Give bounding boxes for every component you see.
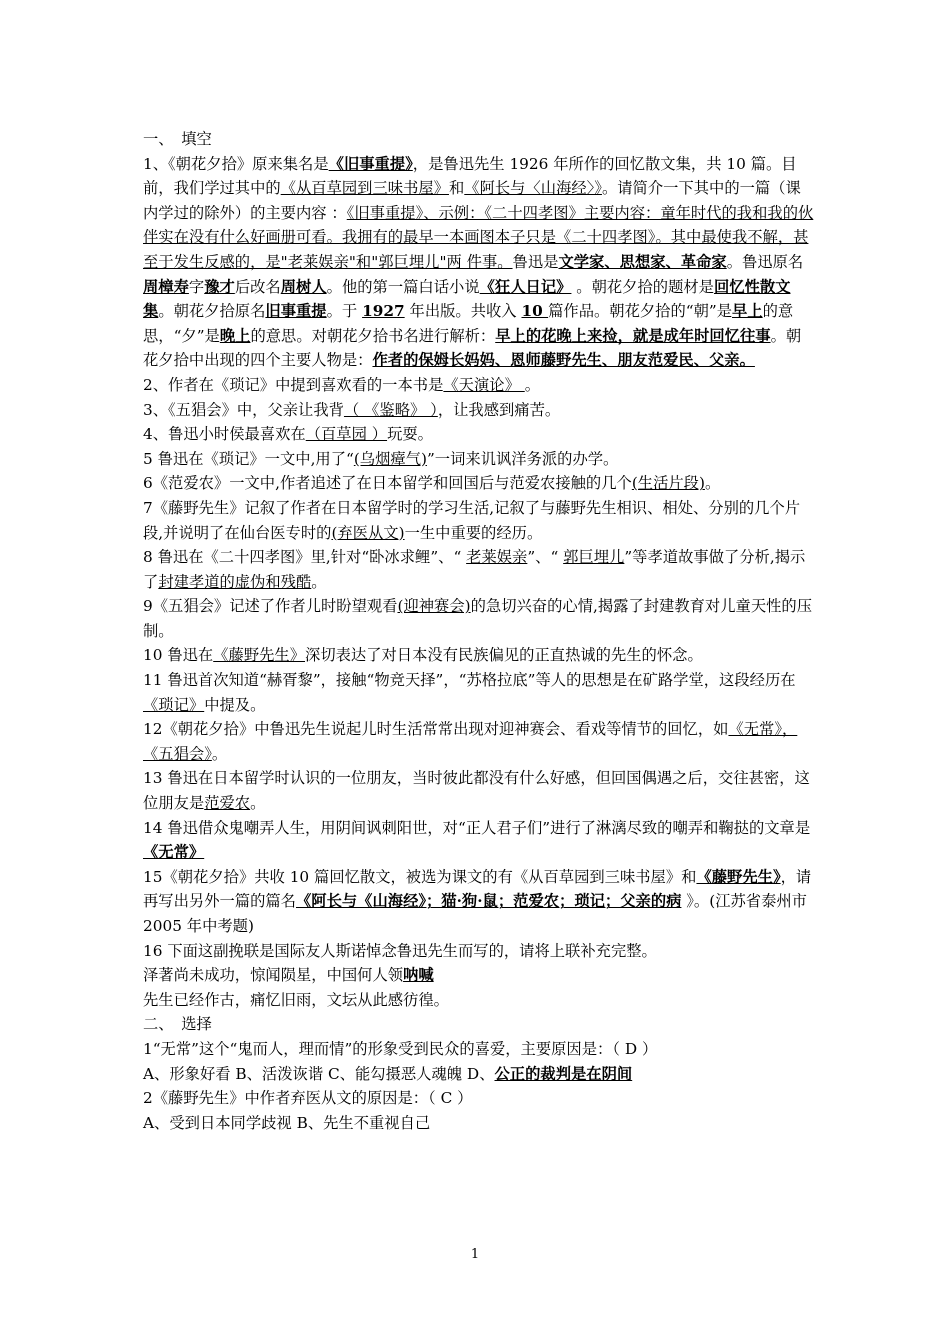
question-8: 8 鲁迅在《二十四孝图》里,针对“卧冰求鲤”、“ 老莱娱亲”、“ 郭巨埋儿”等孝道故事做了分析,揭示了封建孝道的虚伪和残酷。 — [143, 548, 806, 591]
answer: 《阿长与〈山海经〉》 — [464, 179, 602, 198]
question-11: 11 鲁迅首次知道“赫胥黎”，接触“物竞天择”，“苏格拉底”等人的思想是在矿路学堂，这段经历在《琐记》中提及。 — [143, 671, 796, 714]
question-12: 12《朝花夕拾》中鲁迅先生说起儿时生活常常出现对迎神赛会、看戏等情节的回忆，如《无常》，《五猖会》。 — [143, 720, 798, 763]
answer: 《藤野先生》 — [696, 867, 781, 886]
question-9: 9《五猖会》记述了作者儿时盼望观看(迎神赛会)的急切兴奋的心情,揭露了封建教育对儿童天性的压制。 — [143, 597, 813, 640]
answer: (迎神赛会) — [397, 597, 471, 616]
section-heading-choice: 二、 选择 — [143, 1015, 212, 1034]
answer: 《无常》 — [143, 843, 205, 862]
question-14: 14 鲁迅借众鬼嘲弄人生，用阴间讽刺阳世，对“正人君子们”进行了淋漓尽致的嘲弄和鞠挞的文章是《无常》 — [143, 818, 811, 862]
answer: 封建孝道的虚伪和残酷 — [158, 572, 312, 591]
answer: 《藤野先生》 — [213, 646, 306, 665]
document-body — [143, 127, 815, 1135]
answer: 郭巨埋儿 — [563, 548, 625, 567]
answer: 老莱娱亲 — [466, 548, 528, 567]
answer: 《旧事重提》 — [328, 154, 413, 173]
section-heading-fill: 一、 填空 — [143, 130, 212, 148]
answer: (乌烟瘴气) — [353, 449, 427, 468]
question-1: 1、《朝花夕拾》原来集名是《旧事重提》，是鲁迅先生 1926 年所作的回忆散文集，共 10 篇。目前，我们学过其中的《从百草园到三味书屋》和《阿长与〈山海经〉》。请简介一下其中的一篇（课内学过的除外）的主要内容 ：《旧事重提》、示例：《二十四孝图》主要内容：童年时代的我和我的伙伴实在没有什么好画册可看。我拥有的最早一本画图本子只是《二十四孝图》。其中最使我不解，甚至于发生反感的，是"老莱娱亲"和"郭巨埋儿"两 件事。鲁迅是文学家、思想家、革命家。鲁迅原名周樟寿字豫才后改名周树人。他的第一篇白话小说《狂人日记》 。朝花夕拾的题材是回忆性散文集。朝花夕拾原名旧事重提。于 1927 年出版。共收入 10 篇作品。朝花夕拾的“朝”是早上的意思，“夕”是晚上的意思。对朝花夕拾书名进行解析：早上的花晚上来捡，就是成年时回忆往事。朝花夕拾中出现的四个主要人物是：作者的保姆长妈妈、恩师藤野先生、朋友范爱民、父亲。 — [143, 154, 814, 370]
answer: 范爱农 — [204, 794, 251, 813]
choice-1-options: A、形象好看 B、活泼诙谐 C、能勾摄恶人魂魄 D、公正的裁判是在阴间 — [143, 1064, 633, 1083]
answer: 周樟寿 — [143, 277, 189, 296]
answer: 晚上 — [219, 326, 251, 345]
answer: 作者的保姆长妈妈、恩师藤野先生、朋友范爱民、父亲。 — [372, 351, 755, 370]
question-16: 16 下面这副挽联是国际友人斯诺悼念鲁迅先生而写的，请将上联补充完整。 — [143, 941, 657, 960]
answer: 10 — [521, 302, 549, 321]
question-4: 4、鲁迅小时侯最喜欢在（百草园 ）玩耍。 — [143, 425, 433, 444]
answer: (生活片段) — [631, 474, 705, 493]
answer: 呐喊 — [403, 966, 434, 985]
choice-2-question: 2《藤野先生》中作者弃医从文的原因是：（ C ） — [143, 1089, 473, 1108]
answer: 《琐记》 — [143, 695, 205, 714]
answer: 早上 — [732, 302, 763, 321]
answer: 《天演论》 — [443, 375, 525, 394]
answer: 旧事重提 — [265, 302, 327, 321]
answer: 公正的裁判是在阴间 — [494, 1064, 633, 1083]
answer: (弃医从文) — [331, 523, 405, 542]
question-5: 5 鲁迅在《琐记》一文中,用了“(乌烟瘴气)”一词来讥讽洋务派的办学。 — [143, 449, 619, 468]
answer: 1927 — [362, 302, 405, 321]
answer: 回忆性散文集 — [143, 277, 791, 321]
choice-1-question: 1“无常”这个“鬼而人，理而情”的形象受到民众的喜爱，主要原因是：（ D ） — [143, 1039, 658, 1058]
answer: 文学家、思想家、革命家 — [558, 252, 727, 271]
question-7: 7《藤野先生》记叙了作者在日本留学时的学习生活,记叙了与藤野先生相识、相处、分别的几个片段,并说明了在仙台医专时的(弃医从文)一生中重要的经历。 — [143, 498, 801, 542]
answer: 豫才 — [204, 277, 235, 296]
answer: 周树人 — [280, 277, 327, 296]
question-2: 2、作者在《琐记》中提到喜欢看的一本书是《天演论》 。 — [143, 375, 541, 394]
answer: 《无常》，《五猖会》 — [143, 720, 798, 763]
answer: 《阿长与《山海经》；猫·狗·鼠；范爱农；琐记；父亲的病 — [295, 892, 682, 911]
question-13: 13 鲁迅在日本留学时认识的一位朋友，当时彼此都没有什么好感，但回国偶遇之后，交往甚密，这位朋友是范爱农。 — [143, 769, 810, 813]
couplet-upper: 泽著尚未成功，惊闻陨星，中国何人领呐喊 — [143, 966, 434, 985]
answer: 早上的花晚上来捡，就是成年时回忆往事 — [495, 326, 771, 345]
choice-2-options: A、受到日本同学歧视 B、先生不重视自己 — [143, 1113, 431, 1132]
answer: 《从百草园到三味书屋》 — [280, 179, 449, 198]
answer: 《旧事重提》、示例：《二十四孝图》主要内容：童年时代的我和我的伙伴实在没有什么好画册可看。我拥有的最早一本画图本子只是《二十四孝图》。其中最使我不解，甚至于发生反感的，是"老莱娱亲"和"郭巨埋儿"两 件事。 — [143, 203, 814, 271]
couplet-lower: 先生已经作古，痛忆旧雨，文坛从此感彷徨。 — [143, 990, 449, 1009]
question-15: 15《朝花夕拾》共收 10 篇回忆散文，被选为课文的有《从百草园到三味书屋》和《藤野先生》，请再写出另外一篇的篇名《阿长与《山海经》；猫·狗·鼠；范爱农；琐记；父亲的病 》。(江苏省泰州市 2005 年中考题) — [143, 867, 812, 935]
answer: 《狂人日记》 — [479, 277, 572, 296]
page-number: 1 — [470, 1247, 480, 1262]
question-6: 6《范爱农》一文中,作者追述了在日本留学和回国后与范爱农接触的几个(生活片段)。 — [143, 474, 721, 493]
answer: （ 《鉴略》 ） — [343, 400, 438, 419]
question-10: 10 鲁迅在《藤野先生》深切表达了对日本没有民族偏见的正直热诚的先生的怀念。 — [143, 646, 703, 665]
answer: （百草园 ） — [305, 425, 388, 444]
question-3: 3、《五猖会》中，父亲让我背（ 《鉴略》 ），让我感到痛苦。 — [143, 400, 561, 419]
